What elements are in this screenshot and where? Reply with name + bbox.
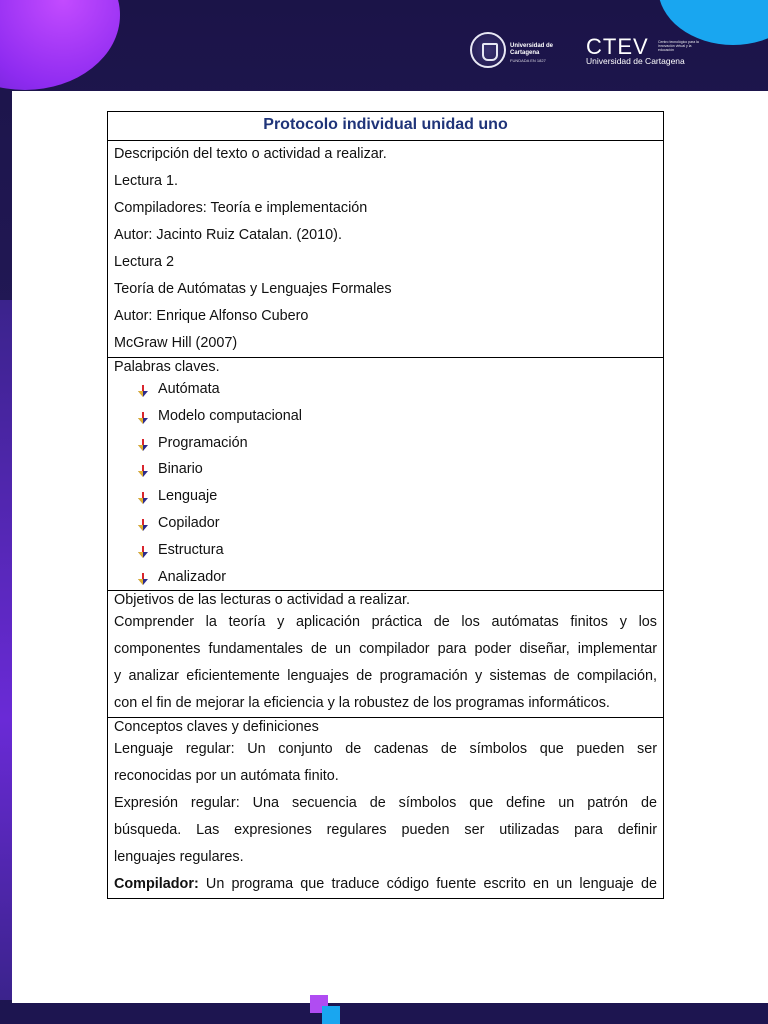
- keyword-text: Analizador: [158, 568, 226, 585]
- list-item: [138, 483, 657, 510]
- university-seal-icon: [470, 32, 506, 68]
- description-cell: [108, 141, 664, 358]
- table-title: Protocolo individual unidad uno: [108, 112, 664, 141]
- document-page: [12, 91, 768, 1003]
- list-item: [138, 403, 657, 430]
- compilador-definition: Un programa que traduce código fuente escrito en un lenguaje de: [198, 876, 657, 893]
- arrow-down-bullet-icon: [138, 519, 148, 531]
- university-name: [510, 43, 580, 64]
- description-line: McGraw Hill (2007): [114, 335, 238, 351]
- decorative-left-strip: [0, 300, 12, 1000]
- keywords-cell: [108, 358, 664, 591]
- list-item: [138, 510, 657, 537]
- objectives-cell: [108, 591, 664, 718]
- description-line: Descripción del texto o actividad a realizar.: [114, 146, 387, 162]
- keyword-text: Binario: [158, 461, 203, 478]
- list-item: [138, 456, 657, 483]
- arrow-down-bullet-icon: [138, 465, 148, 477]
- decorative-blue-square: [322, 1006, 340, 1024]
- arrow-down-bullet-icon: [138, 439, 148, 451]
- description-line: Lectura 1.: [114, 173, 178, 189]
- description-line: Teoría de Autómatas y Lenguajes Formales: [114, 281, 392, 297]
- ctev-description: Centro tecnológico para la innovación virtual y la educación: [658, 40, 699, 52]
- keywords-list: [114, 376, 657, 590]
- description-line: Lectura 2: [114, 254, 175, 270]
- compilador-term: Compilador:: [114, 876, 199, 893]
- university-founded-text: FUNDADA EN 1827: [510, 58, 546, 63]
- arrow-down-bullet-icon: [138, 573, 148, 585]
- keyword-text: Estructura: [158, 541, 224, 558]
- description-row: [108, 141, 664, 358]
- university-name-text: Universidad de Cartagena: [510, 43, 554, 56]
- concepts-cell: [108, 718, 664, 899]
- keyword-text: Modelo computacional: [158, 407, 302, 424]
- concepts-line: Expresión regular: Una secuencia de símbolos que define un patrón de: [114, 795, 657, 812]
- concepts-line: lenguajes regulares.: [114, 849, 244, 866]
- concepts-heading: Conceptos claves y definiciones: [114, 719, 319, 736]
- objectives-line: Comprender la teoría y aplicación práctica de los autómatas finitos y los: [114, 614, 657, 631]
- list-item: [138, 376, 657, 403]
- objectives-row: [108, 591, 664, 718]
- arrow-down-bullet-icon: [138, 546, 148, 558]
- universidad-logo: [470, 30, 580, 70]
- concepts-line-compilador: [114, 871, 657, 898]
- ctev-mark: CTEV: [586, 34, 649, 59]
- objectives-heading: Objetivos de las lecturas o actividad a realizar.: [114, 592, 410, 609]
- keyword-text: Copilador: [158, 514, 220, 531]
- keywords-heading: Palabras claves.: [114, 359, 220, 375]
- ctev-logo: [586, 34, 706, 74]
- concepts-line: Lenguaje regular: Un conjunto de cadenas de símbolos que pueden ser: [114, 741, 657, 758]
- title-row: [108, 112, 664, 141]
- objectives-line: y analizar eficientemente lenguajes de programación y sistemas de compilación,: [114, 668, 657, 685]
- arrow-down-bullet-icon: [138, 412, 148, 424]
- ctev-subtitle: Universidad de Cartagena: [586, 56, 685, 66]
- concepts-line: reconocidas por un autómata finito.: [114, 768, 339, 785]
- description-line: Autor: Jacinto Ruiz Catalan. (2010).: [114, 227, 342, 243]
- keyword-text: Lenguaje: [158, 488, 218, 505]
- arrow-down-bullet-icon: [138, 385, 148, 397]
- description-line: Compiladores: Teoría e implementación: [114, 200, 368, 216]
- keyword-text: Autómata: [158, 381, 220, 397]
- keywords-row: [108, 358, 664, 591]
- protocol-table: [107, 111, 664, 899]
- objectives-line: componentes fundamentales de un compilador para poder diseñar, implementar: [114, 641, 657, 658]
- concepts-line: búsqueda. Las expresiones regulares pueden ser utilizadas para definir: [114, 822, 657, 839]
- objectives-line: con el fin de mejorar la eficiencia y la robustez de los programas informáticos.: [114, 695, 610, 712]
- concepts-row: [108, 718, 664, 899]
- list-item: [138, 564, 657, 591]
- keyword-text: Programación: [158, 434, 248, 451]
- list-item: [138, 537, 657, 564]
- description-line: Autor: Enrique Alfonso Cubero: [114, 308, 309, 324]
- arrow-down-bullet-icon: [138, 492, 148, 504]
- list-item: [138, 430, 657, 457]
